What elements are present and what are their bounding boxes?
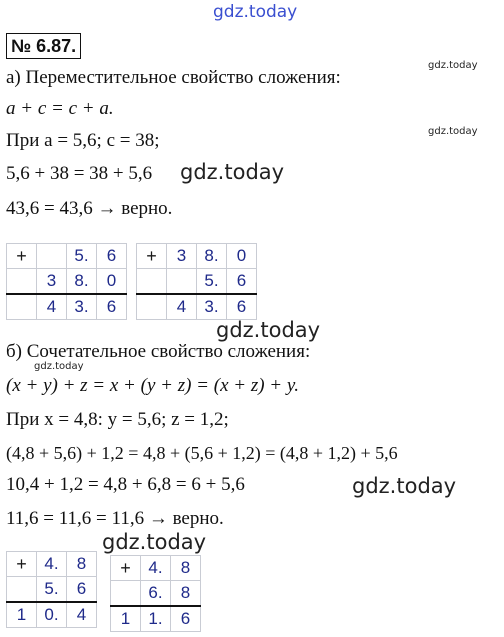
watermark-large-2: gdz.today [216, 318, 321, 342]
digit: 0. [37, 602, 67, 628]
digit: 6 [67, 577, 97, 603]
plus-sign: + [137, 244, 167, 269]
empty-cell [7, 269, 37, 295]
column-addition-a1 [6, 243, 127, 320]
part-b-result: 11,6 = 11,6 = 11,6 → верно. [6, 508, 224, 529]
digit: 4 [67, 602, 97, 628]
digit: 3 [37, 269, 67, 295]
digit: 0 [227, 244, 257, 269]
watermark-large-3: gdz.today [352, 474, 457, 498]
digit [37, 244, 67, 269]
watermark-small-2: gdz.today [428, 126, 478, 137]
plus-sign: + [7, 244, 37, 269]
watermark-large-1: gdz.today [180, 160, 285, 184]
digit: 8 [171, 581, 201, 607]
digit: 3 [167, 244, 197, 269]
watermark-small-3: gdz.today [34, 361, 84, 372]
watermark-small-1: gdz.today [428, 60, 478, 71]
empty-cell [7, 577, 37, 603]
part-a-result: 43,6 = 43,6 → верно. [6, 198, 173, 219]
empty-cell [111, 581, 141, 607]
empty-cell [137, 269, 167, 295]
digit: 0 [97, 269, 127, 295]
digit: 1 [7, 602, 37, 628]
digit: 6 [227, 294, 257, 320]
column-addition-b1 [6, 551, 97, 628]
part-a-heading: а) Переместительное свойство сложения: [6, 67, 341, 88]
digit: 8. [67, 269, 97, 295]
digit: 4. [141, 556, 171, 581]
digit: 5. [37, 577, 67, 603]
digit: 6 [97, 244, 127, 269]
empty-cell [137, 294, 167, 320]
watermark-top: gdz.today [213, 2, 298, 22]
digit: 8. [197, 244, 227, 269]
digit: 4 [37, 294, 67, 320]
part-a-given: При a = 5,6; c = 38; [6, 130, 160, 151]
digit: 5. [197, 269, 227, 295]
task-number: № 6.87. [6, 33, 81, 59]
digit [167, 269, 197, 295]
watermark-large-4: gdz.today [102, 530, 207, 554]
digit: 3. [197, 294, 227, 320]
digit: 5. [67, 244, 97, 269]
part-a-formula: a + c = c + a. [6, 98, 114, 119]
part-b-given: При x = 4,8: y = 5,6; z = 1,2; [6, 409, 229, 430]
empty-cell [7, 294, 37, 320]
part-b-substitution: (4,8 + 5,6) + 1,2 = 4,8 + (5,6 + 1,2) = (4,8 + 1,2) + 5,6 [6, 443, 398, 463]
digit: 6 [171, 606, 201, 632]
plus-sign: + [7, 552, 37, 577]
digit: 6 [97, 294, 127, 320]
column-addition-a2 [136, 243, 257, 320]
digit: 3. [67, 294, 97, 320]
digit: 8 [67, 552, 97, 577]
digit: 6 [227, 269, 257, 295]
plus-sign: + [111, 556, 141, 581]
part-b-heading: б) Сочетательное свойство сложения: [6, 341, 311, 362]
digit: 1 [111, 606, 141, 632]
digit: 8 [171, 556, 201, 581]
part-b-formula: (x + y) + z = x + (y + z) = (x + z) + y. [6, 375, 300, 396]
digit: 4. [37, 552, 67, 577]
part-a-substitution: 5,6 + 38 = 38 + 5,6 [6, 163, 153, 184]
part-b-intermediate: 10,4 + 1,2 = 4,8 + 6,8 = 6 + 5,6 [6, 474, 245, 495]
digit: 1. [141, 606, 171, 632]
column-addition-b2 [110, 555, 201, 632]
digit: 6. [141, 581, 171, 607]
digit: 4 [167, 294, 197, 320]
